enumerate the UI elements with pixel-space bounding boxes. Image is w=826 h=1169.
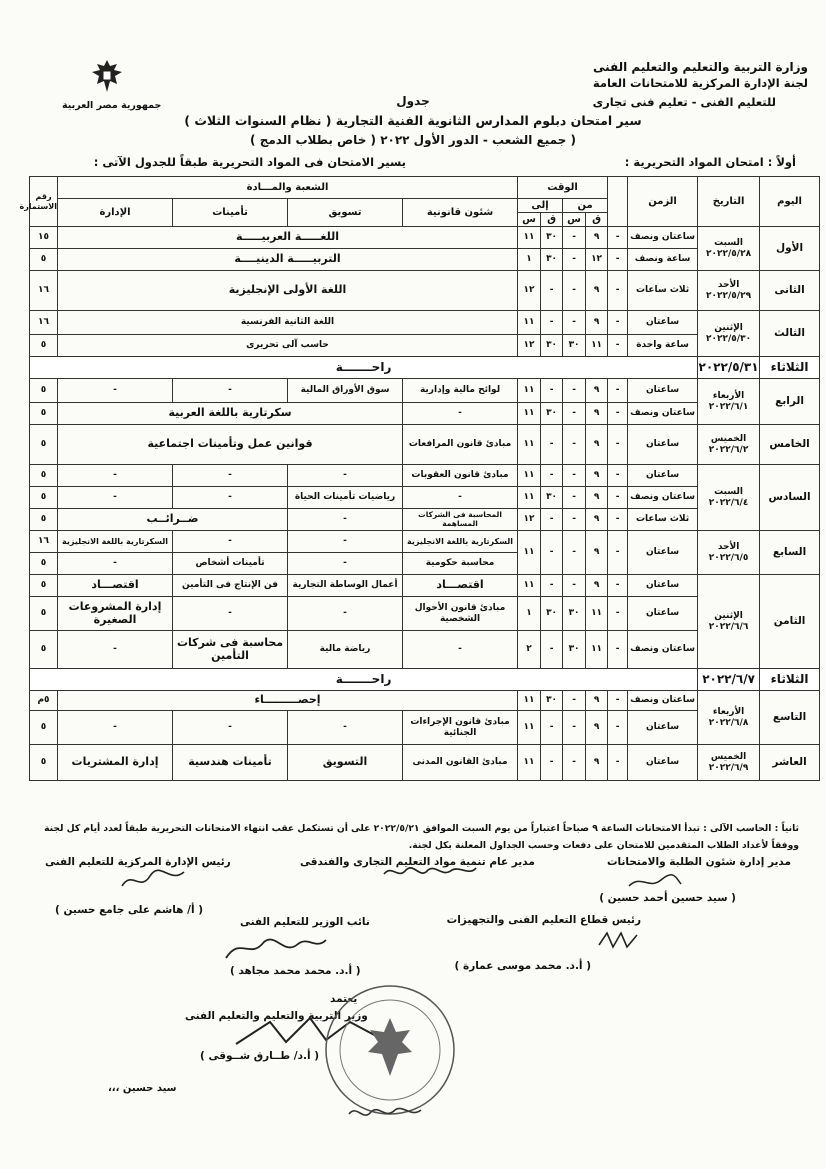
date-cell: الخميس ٢٠٢٢/٦/٩ [698, 745, 760, 781]
sig-deputy-title: نائب الوزير للتعليم الفنى [240, 916, 370, 928]
typist-initials: سيد حسين ،،، [108, 1083, 177, 1094]
gap-cell: - [608, 487, 628, 509]
form-cell: ١٦ [30, 271, 58, 311]
marketing-cell: سوق الأوراق المالية [288, 379, 403, 403]
to-s-cell: ١١ [518, 465, 541, 487]
admin-cell: - [58, 711, 173, 745]
subject-cell: سكرتارية باللغة العربية [58, 403, 403, 425]
form-cell: ٥ [30, 465, 58, 487]
gap-cell: - [608, 403, 628, 425]
gap-cell: - [608, 745, 628, 781]
table-row [30, 227, 820, 249]
gap-cell: - [608, 311, 628, 335]
insurance-cell: تأمينات أشخاص [173, 553, 288, 575]
marketing-cell: رياضيات تأمينات الحياة [288, 487, 403, 509]
from-q-cell: - [563, 711, 586, 745]
from-q-cell: - [563, 531, 586, 575]
to-q-cell: - [541, 531, 563, 575]
duration-cell: ساعة واحدة [628, 335, 698, 357]
from-s-cell: ١٢ [586, 249, 608, 271]
to-s-cell: ١ [518, 597, 541, 631]
duration-cell: ساعتان [628, 465, 698, 487]
admin-cell: - [58, 553, 173, 575]
legal-cell: مبادئ قانون المرافعات [403, 425, 518, 465]
duration-cell: ساعتان ونصف [628, 691, 698, 711]
form-cell: ٥م [30, 691, 58, 711]
duration-cell: ساعتان [628, 425, 698, 465]
gap-cell: - [608, 425, 628, 465]
to-q-cell: - [541, 271, 563, 311]
from-s-cell: ١١ [586, 597, 608, 631]
from-q-cell: - [563, 487, 586, 509]
to-q-cell: - [541, 311, 563, 335]
form-cell: ١٥ [30, 227, 58, 249]
from-s-cell: ٩ [586, 425, 608, 465]
from-q-cell: - [563, 271, 586, 311]
subject-cell: اللغة الثانية الفرنسية [58, 311, 518, 335]
to-s-cell: ١ [518, 249, 541, 271]
gap-cell: - [608, 249, 628, 271]
rest-row [30, 357, 820, 379]
day-cell: الخامس [760, 425, 820, 465]
to-q-cell: ٣٠ [541, 249, 563, 271]
day-cell: الرابع [760, 379, 820, 425]
gap-cell: - [608, 509, 628, 531]
admin-cell: - [58, 379, 173, 403]
emblem-caption: جمهورية مصر العربية [62, 100, 162, 111]
subject-cell: حاسب آلى تحريرى [58, 335, 518, 357]
from-q-cell: - [563, 379, 586, 403]
to-s-cell: ١٢ [518, 335, 541, 357]
col-day: اليوم [760, 177, 820, 227]
legal-cell: السكرتارية باللغة الانجليزية [403, 531, 518, 553]
to-q-cell: ٣٠ [541, 691, 563, 711]
date-cell: الأربعاء ٢٠٢٢/٦/١ [698, 379, 760, 425]
form-cell: ١٦ [30, 311, 58, 335]
from-q-cell: - [563, 465, 586, 487]
day-cell: الثامن [760, 575, 820, 669]
form-cell: ٥ [30, 509, 58, 531]
gap-cell: - [608, 575, 628, 597]
insurance-cell: - [173, 711, 288, 745]
from-s-cell: ٩ [586, 271, 608, 311]
date-cell: السبت ٢٠٢٢/٦/٤ [698, 465, 760, 531]
duration-cell: ساعتان [628, 531, 698, 575]
to-s-cell: ١١ [518, 379, 541, 403]
to-q-cell: - [541, 631, 563, 669]
form-cell: ٥ [30, 553, 58, 575]
table-row [30, 575, 820, 597]
gap-cell: - [608, 271, 628, 311]
to-q-cell: - [541, 379, 563, 403]
form-cell: ٥ [30, 631, 58, 669]
insurance-cell: تأمينات هندسية [173, 745, 288, 781]
table-row [30, 691, 820, 711]
col-legal: شئون قانونية [403, 199, 518, 227]
gap-cell: - [608, 465, 628, 487]
to-s-cell: ١٢ [518, 271, 541, 311]
admin-cell: إدارة المشتريات [58, 745, 173, 781]
insurance-cell: - [173, 487, 288, 509]
to-q-cell: ٣٠ [541, 227, 563, 249]
sig-commercial-dev-title: مدير عام تنمية مواد التعليم التجارى والفندقى [300, 856, 535, 868]
col-to-s: س [518, 213, 541, 227]
from-q-cell: ٣٠ [563, 335, 586, 357]
marketing-cell: أعمال الوساطة التجارية [288, 575, 403, 597]
to-s-cell: ١١ [518, 311, 541, 335]
note-computer-cont: ووفقاً لأعداد الطلاب المتقدمين للامتحان على دفعات وحسب الجداول المعلنة بكل لجنة. [408, 840, 799, 851]
from-s-cell: ٩ [586, 227, 608, 249]
col-division-subject: الشعبة والمـــادة [58, 177, 518, 199]
from-s-cell: ١١ [586, 335, 608, 357]
table-row [30, 425, 820, 465]
to-q-cell: ٣٠ [541, 597, 563, 631]
to-q-cell: - [541, 509, 563, 531]
rest-label: راحـــــــة [30, 357, 698, 379]
from-s-cell: ٩ [586, 691, 608, 711]
rest-label: راحـــــــة [30, 669, 698, 691]
date-cell: الأربعاء ٢٠٢٢/٦/٨ [698, 691, 760, 745]
to-s-cell: ١٢ [518, 509, 541, 531]
from-q-cell: - [563, 227, 586, 249]
duration-cell: ثلاث ساعات [628, 271, 698, 311]
from-q-cell: - [563, 575, 586, 597]
from-q-cell: ٣٠ [563, 597, 586, 631]
day-cell: الأول [760, 227, 820, 271]
signature-scribble-deputy [220, 930, 330, 966]
col-form-number: رقم الاستمارة [30, 177, 58, 227]
to-q-cell: - [541, 425, 563, 465]
day-cell: الثلاثاء [760, 669, 820, 691]
col-time: الوقت [518, 177, 608, 199]
admin-cell: إدارة المشروعات الصغيرة [58, 597, 173, 631]
form-cell: ٥ [30, 711, 58, 745]
from-s-cell: ٩ [586, 487, 608, 509]
to-q-cell: ٣٠ [541, 335, 563, 357]
gap-cell: - [608, 711, 628, 745]
eagle-emblem-icon [90, 58, 124, 96]
gap-cell: - [608, 691, 628, 711]
from-s-cell: ١١ [586, 631, 608, 669]
col-admin: الإدارة [58, 199, 173, 227]
form-cell: ٥ [30, 745, 58, 781]
from-s-cell: ٩ [586, 711, 608, 745]
duration-cell: ساعتان [628, 711, 698, 745]
from-s-cell: ٩ [586, 379, 608, 403]
sig-deputy-name: ( أ.د. محمد محمد مجاهد ) [230, 965, 361, 977]
date-cell: ٢٠٢٢/٥/٣١ [698, 357, 760, 379]
rest-row [30, 669, 820, 691]
table-row [30, 379, 820, 403]
ministry-line-3: للتعليم الفنى - تعليم فنى تجارى [592, 95, 776, 109]
marketing-cell: رياضة مالية [288, 631, 403, 669]
insurance-cell: محاسبة فى شركات التأمين [173, 631, 288, 669]
marketing-cell: - [288, 531, 403, 553]
insurance-cell: - [173, 531, 288, 553]
signature-scribble-sector [595, 925, 645, 955]
legal-cell: لوائح مالية وإدارية [403, 379, 518, 403]
header-row-1 [30, 177, 820, 199]
duration-cell: ساعتان ونصف [628, 631, 698, 669]
duration-cell: ساعتان ونصف [628, 487, 698, 509]
legal-cell: مبادئ قانون العقوبات [403, 465, 518, 487]
legal-cell: - [403, 403, 518, 425]
form-cell: ٥ [30, 575, 58, 597]
document-title-word: جدول [396, 94, 430, 108]
to-q-cell: - [541, 465, 563, 487]
duration-cell: ثلاث ساعات [628, 509, 698, 531]
duration-cell: ساعتان [628, 379, 698, 403]
subject-cell: إحصـــــــــاء [58, 691, 518, 711]
day-cell: العاشر [760, 745, 820, 781]
table-row [30, 531, 820, 553]
from-s-cell: ٩ [586, 531, 608, 575]
admin-cell: اقتصـــاد [58, 575, 173, 597]
form-cell: ٥ [30, 597, 58, 631]
subject-cell: قوانين عمل وتأمينات اجتماعية [58, 425, 403, 465]
form-cell: ٥ [30, 403, 58, 425]
col-duration: الزمن [628, 177, 698, 227]
section-first-heading: أولاً : امتحان المواد التحريرية : [624, 155, 796, 169]
duration-cell: ساعتان [628, 311, 698, 335]
marketing-cell: التسويق [288, 745, 403, 781]
gap-cell: - [608, 227, 628, 249]
day-cell: الثالث [760, 311, 820, 357]
col-from-s: س [563, 213, 586, 227]
admin-cell: - [58, 487, 173, 509]
sig-students-affairs-title: مدير إدارة شئون الطلبة والامتحانات [606, 856, 791, 868]
sig-students-affairs-name: ( سيد حسين أحمد حسين ) [599, 892, 736, 904]
col-from: من [563, 199, 608, 213]
day-cell: السادس [760, 465, 820, 531]
col-from-q: ق [586, 213, 608, 227]
date-cell: الإثنين ٢٠٢٢/٥/٣٠ [698, 311, 760, 357]
from-q-cell: ٣٠ [563, 631, 586, 669]
gap-cell: - [608, 335, 628, 357]
from-s-cell: ٩ [586, 311, 608, 335]
sig-minister-name: ( أ.د/ طــارق شــوقى ) [200, 1050, 320, 1062]
form-cell: ٥ [30, 249, 58, 271]
to-s-cell: ١١ [518, 575, 541, 597]
signature-scribble-director [380, 860, 480, 884]
marketing-cell: - [288, 711, 403, 745]
to-q-cell: - [541, 745, 563, 781]
gap-cell: - [608, 631, 628, 669]
from-q-cell: - [563, 249, 586, 271]
exam-schedule-table [19, 176, 820, 781]
admin-cell: - [58, 631, 173, 669]
legal-cell: اقتصـــاد [403, 575, 518, 597]
from-q-cell: - [563, 403, 586, 425]
gap-cell: - [608, 531, 628, 575]
form-cell: ٥ [30, 379, 58, 403]
col-gap [608, 177, 628, 227]
form-cell: ٥ [30, 487, 58, 509]
sig-sector-head-title: رئيس قطاع التعليم الفنى والتجهيزات [446, 914, 641, 926]
date-cell: الأحد ٢٠٢٢/٥/٢٩ [698, 271, 760, 311]
legal-cell: مبادئ القانون المدنى [403, 745, 518, 781]
admin-cell: السكرتارية باللغة الانجليزية [58, 531, 173, 553]
to-s-cell: ١١ [518, 403, 541, 425]
admin-cell: - [58, 465, 173, 487]
marketing-cell: - [288, 509, 403, 531]
from-q-cell: - [563, 425, 586, 465]
legal-cell: - [403, 487, 518, 509]
duration-cell: ساعتان ونصف [628, 403, 698, 425]
to-s-cell: ١١ [518, 745, 541, 781]
to-q-cell: ٣٠ [541, 487, 563, 509]
table-row [30, 271, 820, 311]
marketing-cell: - [288, 465, 403, 487]
day-cell: الثلاثاء [760, 357, 820, 379]
note-computer: ثانياً : الحاسب الآلى : تبدأ الامتحانات الساعة ٩ صباحاً اعتباراً من يوم السبت الموافق ٢٠٢٢/٥/٢١ على أن تستكمل عقب انتهاء الامتحانات التحريرية طبقاً لعدد أيام كل لجنة [44, 823, 799, 834]
to-q-cell: ٣٠ [541, 403, 563, 425]
subject-cell: اللغة الأولى الإنجليزية [58, 271, 518, 311]
signature-scribble-students [625, 868, 685, 894]
sig-minister-title: وزير التربية والتعليم والتعليم الفنى [185, 1010, 368, 1022]
date-cell: الخميس ٢٠٢٢/٦/٢ [698, 425, 760, 465]
to-s-cell: ١١ [518, 227, 541, 249]
legal-cell: محاسبة حكومية [403, 553, 518, 575]
handwritten-date-scribble [345, 1098, 425, 1126]
document-subtitle: ( جميع الشعب - الدور الأول ٢٠٢٢ ( خاص بطلاب الدمج ) [250, 133, 576, 147]
sig-central-admin-name: ( أ/ هاشم على جامع حسين ) [55, 904, 203, 916]
col-date: التاريخ [698, 177, 760, 227]
day-cell: التاسع [760, 691, 820, 745]
to-q-cell: - [541, 575, 563, 597]
to-s-cell: ١١ [518, 425, 541, 465]
sig-sector-head-name: ( أ.د. محمد موسى عمارة ) [454, 960, 591, 972]
marketing-cell: - [288, 553, 403, 575]
gap-cell: - [608, 597, 628, 631]
legal-cell: مبادئ قانون الإجراءات الجنائية [403, 711, 518, 745]
to-q-cell: - [541, 711, 563, 745]
duration-cell: ساعتان [628, 575, 698, 597]
to-s-cell: ١١ [518, 711, 541, 745]
from-s-cell: ٩ [586, 403, 608, 425]
section-first-note: يسير الامتحان فى المواد التحريرية طبقاً للجدول الآتى : [93, 155, 406, 169]
legal-cell: المحاسبة فى الشركات المساهمة [403, 509, 518, 531]
form-cell: ٥ [30, 335, 58, 357]
col-marketing: تسويق [288, 199, 403, 227]
signature-scribble-central [118, 866, 188, 894]
table-row [30, 311, 820, 335]
day-cell: الثانى [760, 271, 820, 311]
marketing-cell: - [288, 597, 403, 631]
subject-cell: التربيـــــة الدينيــــة [58, 249, 518, 271]
legal-cell: - [403, 631, 518, 669]
legal-cell: مبادئ قانون الأحوال الشخصية [403, 597, 518, 631]
duration-cell: ساعتان [628, 597, 698, 631]
to-s-cell: ١١ [518, 531, 541, 575]
date-cell: ٢٠٢٢/٦/٧ [698, 669, 760, 691]
table-row [30, 465, 820, 487]
col-to: إلى [518, 199, 563, 213]
date-cell: الأحد ٢٠٢٢/٦/٥ [698, 531, 760, 575]
from-q-cell: - [563, 509, 586, 531]
sig-approved-label: يعتمد [330, 993, 358, 1005]
ministry-line-1: وزارة التربية والتعليم والتعليم الفنى [592, 60, 808, 74]
subject-cell: ضــرائــب [58, 509, 288, 531]
form-cell: ١٦ [30, 531, 58, 553]
ministry-line-2: لجنة الإدارة المركزية للامتحانات العامة [592, 76, 808, 90]
insurance-cell: - [173, 465, 288, 487]
to-s-cell: ٢ [518, 631, 541, 669]
duration-cell: ساعتان [628, 745, 698, 781]
duration-cell: ساعتان ونصف [628, 227, 698, 249]
duration-cell: ساعة ونصف [628, 249, 698, 271]
form-cell: ٥ [30, 425, 58, 465]
subject-cell: اللغـــــة العربيـــــة [58, 227, 518, 249]
gap-cell: - [608, 379, 628, 403]
col-to-q: ق [541, 213, 563, 227]
to-s-cell: ١١ [518, 691, 541, 711]
to-s-cell: ١١ [518, 487, 541, 509]
sig-central-admin-title: رئيس الإدارة المركزية للتعليم الفنى [45, 856, 231, 868]
from-s-cell: ٩ [586, 745, 608, 781]
from-s-cell: ٩ [586, 465, 608, 487]
from-q-cell: - [563, 311, 586, 335]
col-insurance: تأمينات [173, 199, 288, 227]
insurance-cell: فن الإنتاج فى التأمين [173, 575, 288, 597]
insurance-cell: - [173, 597, 288, 631]
from-s-cell: ٩ [586, 509, 608, 531]
from-q-cell: - [563, 691, 586, 711]
table-row [30, 745, 820, 781]
from-q-cell: - [563, 745, 586, 781]
document-title: سير امتحان دبلوم المدارس الثانوية الفنية التجارية ( نظام السنوات الثلاث ) [184, 113, 642, 128]
insurance-cell: - [173, 379, 288, 403]
from-s-cell: ٩ [586, 575, 608, 597]
day-cell: السابع [760, 531, 820, 575]
date-cell: الإثنين ٢٠٢٢/٦/٦ [698, 575, 760, 669]
date-cell: السبت ٢٠٢٢/٥/٢٨ [698, 227, 760, 271]
